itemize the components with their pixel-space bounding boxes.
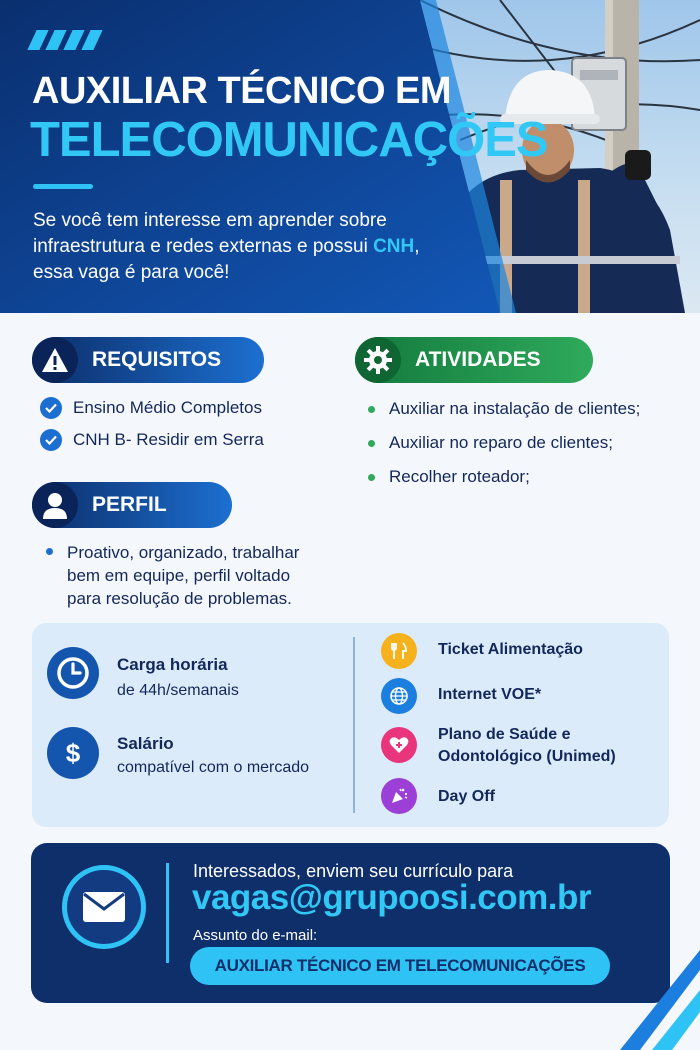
benefit-label-health: Plano de Saúde e Odontológico (Unimed)	[438, 726, 616, 765]
hero-description: Se você tem interesse em aprender sobre infraestrutura e redes externas e possui CNH, essa vaga é para você!	[33, 210, 420, 283]
perfil-line: para resolução de problemas.	[67, 589, 292, 608]
carga-sub: de 44h/semanais	[117, 682, 239, 699]
atividades-list	[368, 398, 640, 488]
decorative-corner-stripes	[610, 950, 700, 1050]
gear-icon	[355, 337, 401, 383]
list-item: Auxiliar no reparo de clientes;	[368, 432, 640, 454]
atividades-badge	[355, 337, 593, 383]
atividades-title: ATIVIDADES	[415, 348, 541, 371]
perfil-line: Proativo, organizado, trabalhar	[67, 543, 300, 562]
benefit-label: Ticket Alimentação	[438, 641, 583, 658]
warning-icon	[32, 337, 78, 383]
user-icon	[32, 482, 78, 528]
title-underline	[33, 184, 93, 189]
perfil-badge	[32, 482, 232, 528]
requisitos-title: REQUISITOS	[92, 348, 222, 371]
contact-email-link[interactable]: vagas@grupoosi.com.br	[192, 878, 591, 917]
list-item: Auxiliar na instalação de clientes;	[368, 398, 640, 420]
title-line-2: TELECOMUNICAÇÕES	[30, 113, 548, 167]
globe-icon	[381, 678, 417, 714]
carga-title: Carga horária	[117, 655, 228, 674]
requisitos-list	[40, 396, 264, 452]
check-icon	[40, 397, 62, 419]
party-popper-icon	[381, 778, 417, 814]
dollar-icon: $	[47, 727, 99, 779]
salario-sub: compatível com o mercado	[117, 759, 310, 776]
clock-icon	[47, 647, 99, 699]
requisitos-badge	[32, 337, 264, 383]
info-divider	[353, 637, 355, 813]
list-item: Ensino Médio Completos	[40, 396, 264, 420]
list-item: CNH B- Residir em Serra	[40, 428, 264, 452]
list-item: Recolher roteador;	[368, 466, 640, 488]
title-line-1: AUXILIAR TÉCNICO EM	[32, 70, 452, 112]
benefit-label: Day Off	[438, 788, 495, 805]
perfil-text	[46, 541, 299, 610]
mail-icon	[62, 865, 146, 949]
cnh-highlight: CNH	[373, 236, 415, 257]
hero-banner	[0, 0, 700, 313]
salario-title: Salário	[117, 734, 174, 753]
perfil-title: PERFIL	[92, 493, 167, 516]
benefit-label: Internet VOE*	[438, 686, 542, 703]
subject-pill: AUXILIAR TÉCNICO EM TELECOMUNICAÇÕES	[190, 947, 610, 985]
check-icon	[40, 429, 62, 451]
perfil-line: bem em equipe, perfil voltado	[67, 566, 291, 585]
utensils-icon	[381, 633, 417, 669]
subject-label: Assunto do e-mail:	[193, 927, 318, 944]
heart-plus-icon	[381, 727, 417, 763]
contact-divider	[166, 863, 169, 963]
contact-intro: Interessados, enviem seu currículo para	[193, 861, 514, 881]
decorative-stripes	[32, 30, 98, 50]
